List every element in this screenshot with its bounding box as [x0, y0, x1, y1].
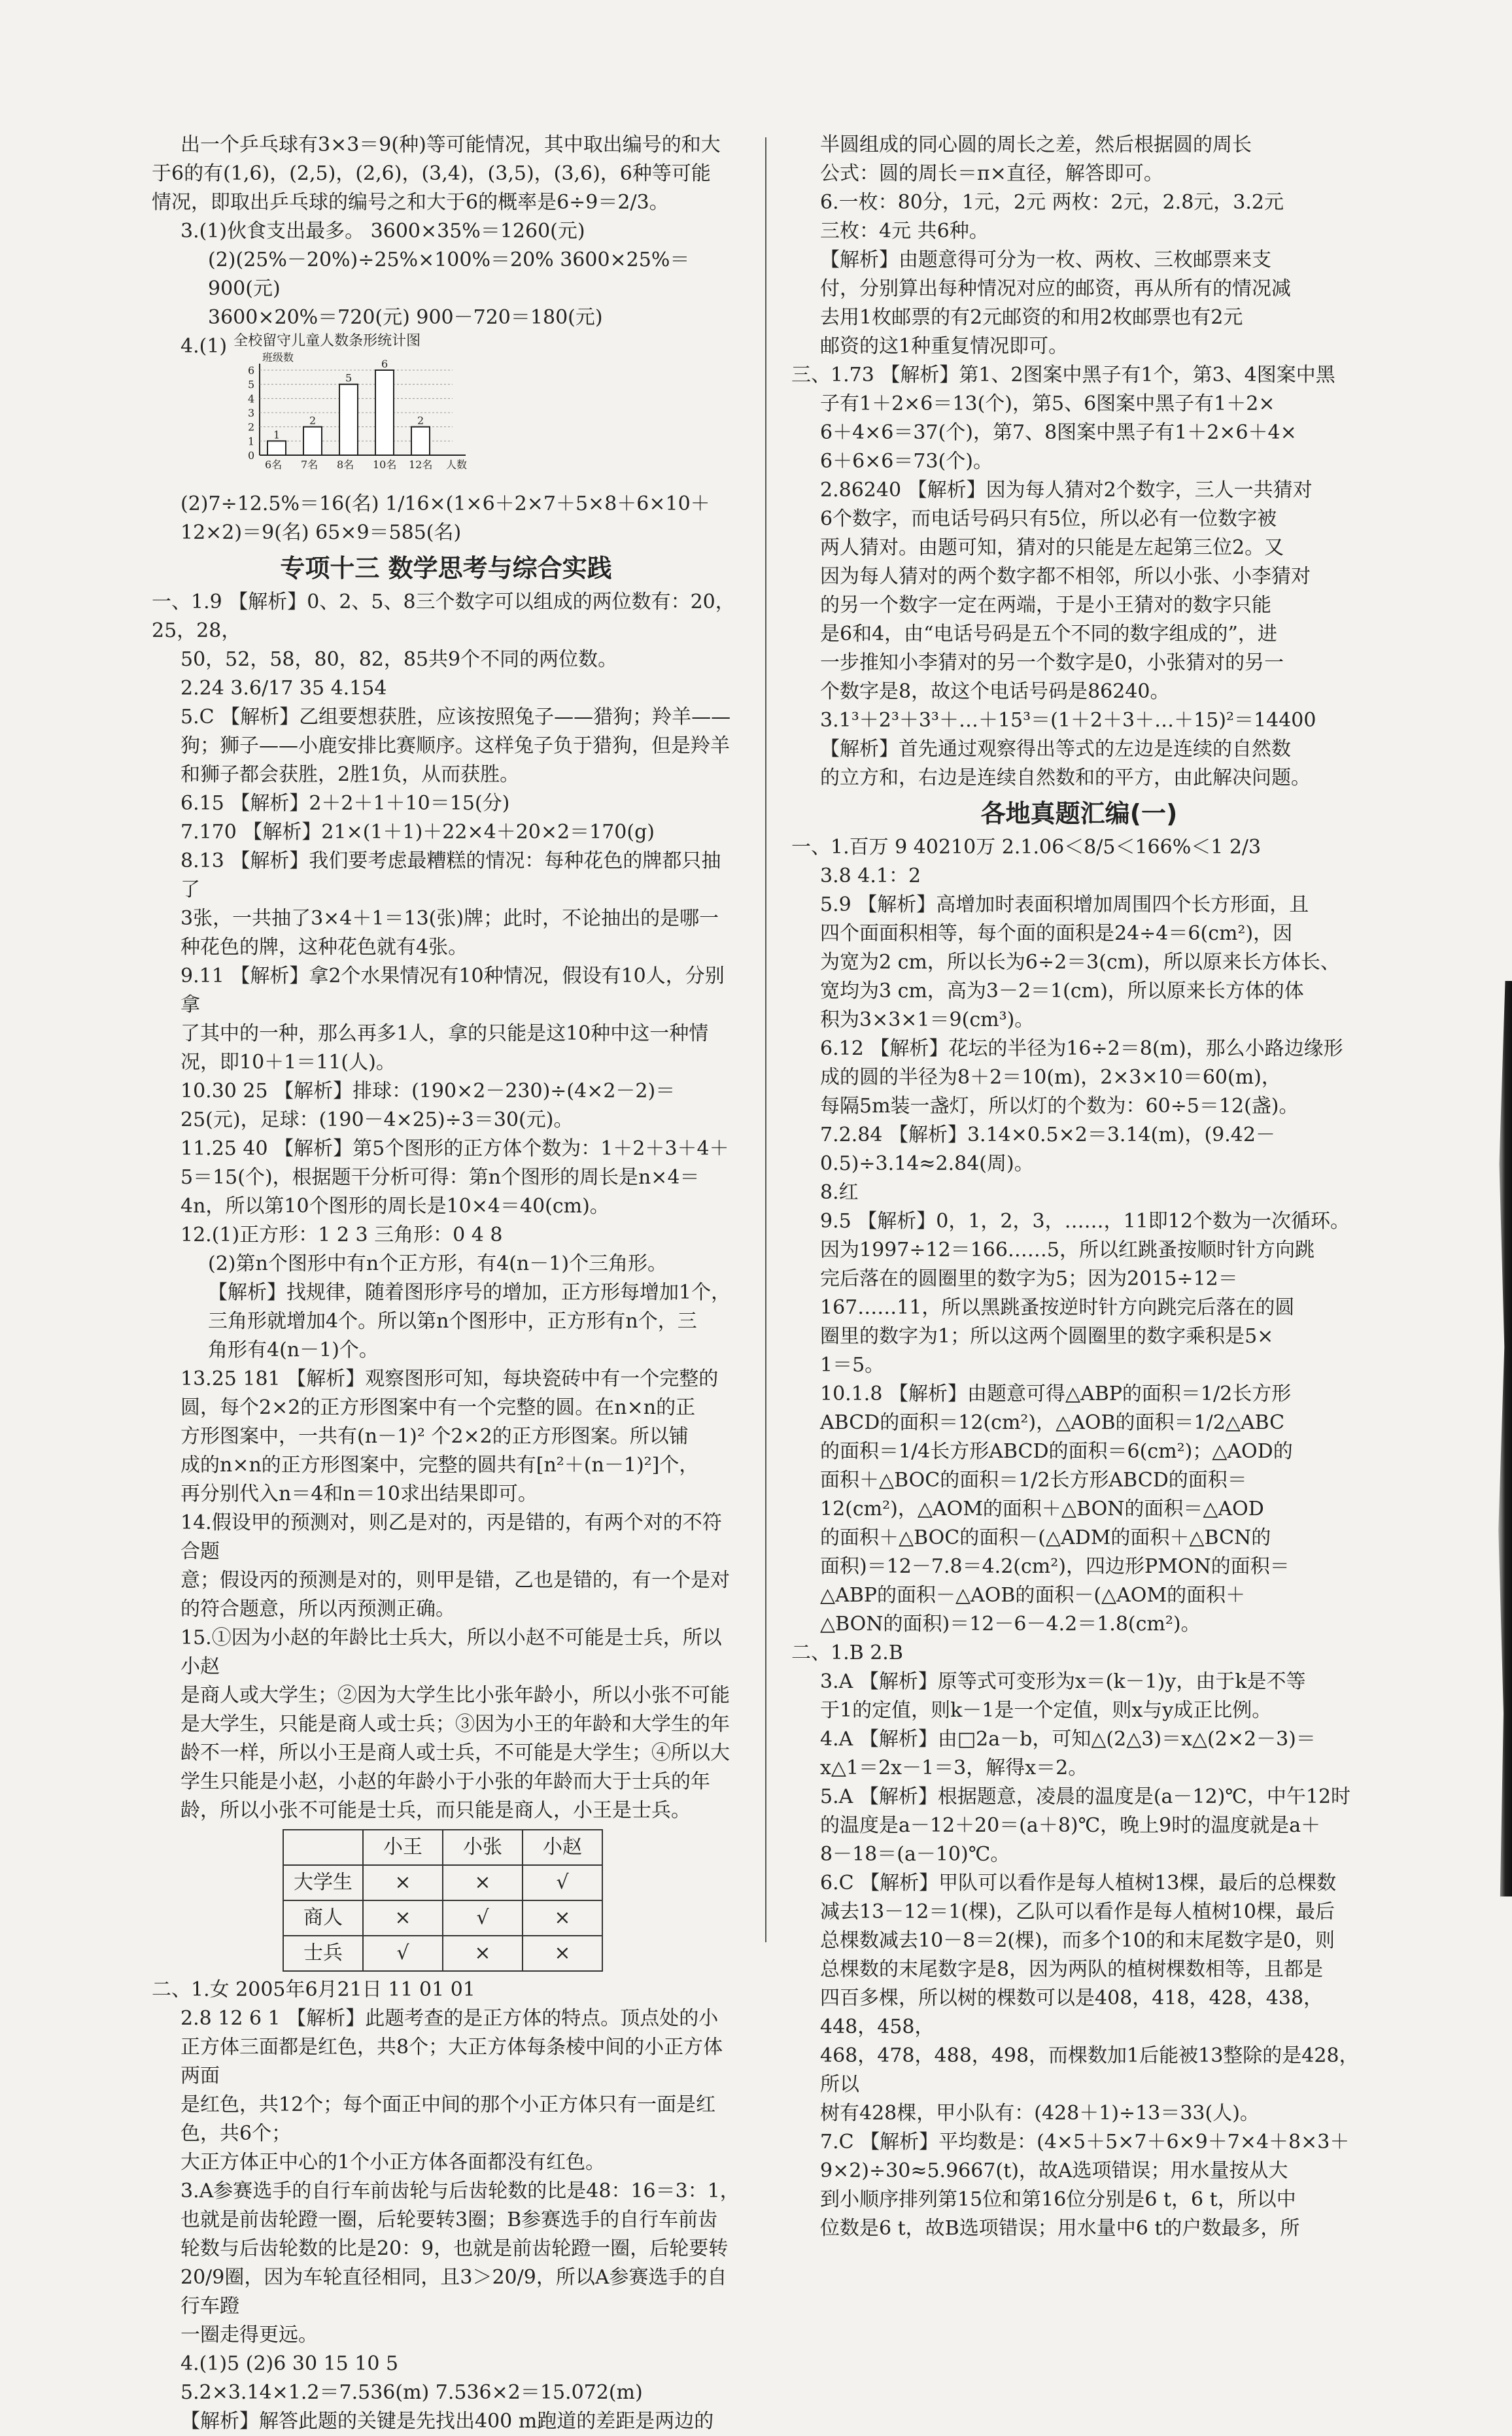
text-line: 龄，所以小张不可能是士兵，而只能是商人，小王是士兵。	[180, 1799, 691, 1822]
text-line: 3.A参赛选手的自行车前齿轮与后齿轮数的比是48：16＝3：1，	[180, 2180, 740, 2203]
text-line: 3600×20%＝720(元) 900－720＝180(元)	[208, 306, 603, 329]
table-cell: √	[443, 1900, 523, 1936]
text-line: 15.①因为小赵的年龄比士兵大，所以小赵不可能是士兵，所以小赵	[180, 1626, 722, 1678]
text-line: 12×2)＝9(名) 65×9＝585(名)	[180, 521, 462, 544]
text-line: 大正方体正中心的1个小正方体各面都没有红色。	[180, 2151, 606, 2174]
table-header-cell: 小张	[443, 1830, 523, 1865]
text-line: 14.假设甲的预测对，则乙是对的，丙是错的，有两个对的不符合题	[180, 1511, 722, 1563]
bar-chart	[233, 351, 495, 481]
text-line: 圈里的数字为1；所以这两个圆圈里的数字乘积是5×	[820, 1325, 1274, 1348]
text-line: 12(cm²)，△AOM的面积＋△BON的面积＝△AOD	[820, 1498, 1264, 1520]
text-line: 50，52，58，80，82，85共9个不同的两位数。	[180, 648, 618, 671]
y-tick-label: 4	[248, 392, 255, 405]
text-line: 于6的有(1,6)，(2,5)，(2,6)，(3,4)，(3,5)，(3,6)，6种等可能	[152, 162, 711, 185]
chart-title: 全校留守儿童人数条形统计图	[233, 333, 421, 349]
text-line: 6＋4×6＝37(个)，第7、8图案中黑子有1＋2×6＋4×	[820, 421, 1297, 444]
text-line: 是商人或大学生；②因为大学生比小张年龄小，所以小张不可能	[180, 1684, 730, 1707]
chart-block	[233, 332, 495, 490]
text-line: 1＝5。	[820, 1354, 885, 1377]
bar	[303, 427, 322, 455]
bar-value-label: 2	[417, 414, 424, 427]
y-tick-label: 3	[248, 407, 255, 419]
text-line: 种花色的牌，这种花色就有4张。	[180, 936, 468, 959]
text-line: (2)第n个图形中有n个正方形，有4(n－1)个三角形。	[208, 1252, 668, 1275]
table-cell: 士兵	[283, 1936, 363, 1971]
text-line: 意；假设丙的预测是对的，则甲是错，乙也是错的，有一个是对	[180, 1569, 730, 1592]
text-line: 二、1.B 2.B	[791, 1641, 903, 1664]
text-line: 6.15 【解析】2＋2＋1＋10＝15(分)	[180, 792, 510, 815]
text-line: 两人猜对。由题可知，猜对的只能是左起第三位2。又	[820, 536, 1284, 559]
text-line: 公式：圆的周长＝π×直径，解答即可。	[820, 162, 1163, 185]
text-line: 8－18＝(a－10)℃。	[820, 1843, 1010, 1866]
text-line: 5.A 【解析】根据题意，凌晨的温度是(a－12)℃，中午12时	[820, 1785, 1351, 1808]
text-line: 【解析】由题意得可分为一枚、两枚、三枚邮票来支	[820, 249, 1271, 271]
answer-table	[283, 1829, 603, 1972]
text-line: 是红色，共12个；每个面正中间的那个小正方体只有一面是红色，共6个；	[180, 2093, 716, 2145]
table-cell: 商人	[283, 1900, 363, 1936]
table-cell: √	[363, 1936, 443, 1971]
text-line: 为宽为2 cm，所以长为6÷2＝3(cm)，所以原来长方体长、	[820, 951, 1340, 974]
text-line: 一步推知小李猜对的另一个数字是0，小张猜对的另一	[820, 651, 1284, 674]
text-line: 10.30 25 【解析】排球：(190×2－230)÷(4×2－2)＝	[180, 1080, 676, 1103]
right-column	[791, 131, 1367, 2243]
text-line: 去用1枚邮票的有2元邮资的和用2枚邮票也有2元	[820, 306, 1243, 329]
text-line: 11.25 40 【解析】第5个图形的正方体个数为：1＋2＋3＋4＋	[180, 1137, 729, 1160]
text-line: 四百多棵，所以树的棵数可以是408，418，428，438，448，458，	[820, 1987, 1324, 2038]
y-tick-label: 2	[248, 420, 255, 434]
text-line: 4n，所以第10个图形的周长是10×4＝40(cm)。	[180, 1195, 610, 1218]
text-line: 25(元)，足球：(190－4×25)÷3＝30(元)。	[180, 1108, 574, 1131]
text-line: 总棵数减去10－8＝2(棵)，而多个10的和末尾数字是0，则	[820, 1929, 1335, 1952]
text-line: 减去13－12＝1(棵)，乙队可以看作是每人植树10棵，最后	[820, 1900, 1335, 1923]
text-line: △BON的面积)＝12－6－4.2＝1.8(cm²)。	[820, 1613, 1201, 1636]
y-axis-label: 班级数	[262, 351, 294, 364]
text-line: 4.(1)5 (2)6 30 15 10 5	[180, 2352, 399, 2375]
text-line: 是大学生，只能是商人或士兵；③因为小王的年龄和大学生的年	[180, 1713, 730, 1736]
text-line: △ABP的面积－△AOB的面积－(△AOM的面积＋	[820, 1584, 1246, 1607]
bar-value-label: 6	[381, 358, 388, 370]
text-line: 12.(1)正方形：1 2 3 三角形：0 4 8	[180, 1224, 503, 1246]
text-line: 13.25 181 【解析】观察图形可知，每块瓷砖中有一个完整的	[180, 1367, 719, 1390]
text-line: 8.13 【解析】我们要考虑最糟糕的情况：每种花色的牌都只抽了	[180, 849, 721, 901]
x-tick-label: 8名	[337, 458, 354, 471]
text-line: 了其中的一种，那么再多1人，拿的只能是这10种中这一种情	[180, 1022, 709, 1045]
text-line: 2.8 12 6 1 【解析】此题考查的是正方体的特点。顶点处的小	[180, 2007, 719, 2030]
column-divider	[765, 137, 766, 1942]
text-line: 学生只能是小赵，小赵的年龄小于小张的年龄而大于士兵的年	[180, 1770, 710, 1793]
text-line: 3.1³＋2³＋3³＋…＋15³＝(1＋2＋3＋…＋15)²＝14400	[820, 709, 1316, 732]
text-line: 于1的定值，则k－1是一个定值，则x与y成正比例。	[820, 1699, 1272, 1722]
bar	[411, 427, 430, 455]
text-line: 的面积＋△BOC的面积－(△ADM的面积＋△BCN的	[820, 1526, 1271, 1549]
text-line: 5.9 【解析】高增加时表面积增加周围四个长方形面，且	[820, 893, 1309, 916]
text-line: 6个数字，而电话号码只有5位，所以必有一位数字被	[820, 507, 1277, 530]
x-tick-label: 12名	[409, 458, 433, 471]
text-line: 因为每人猜对的两个数字都不相邻，所以小张、小李猜对	[820, 565, 1311, 588]
table-cell: ×	[363, 1900, 443, 1936]
text-line: 【解析】首先通过观察得出等式的左边是连续的自然数	[820, 738, 1291, 761]
q4-row	[152, 332, 740, 490]
y-tick-label: 0	[248, 449, 255, 462]
text-line: 468，478，488，498，而棵数加1后能被13整除的是428，所以	[820, 2044, 1359, 2096]
text-line: 轮数与后齿轮数的比是20：9，也就是前齿轮蹬一圈，后轮要转	[180, 2237, 729, 2260]
table-row	[283, 1936, 602, 1971]
text-line: 况，即10＋1＝11(人)。	[180, 1051, 396, 1074]
text-line: (2)(25%－20%)÷25%×100%＝20% 3600×25%＝900(元)	[208, 249, 690, 300]
text-line: 6.12 【解析】花坛的半径为16÷2＝8(m)，那么小路边缘形	[820, 1037, 1343, 1060]
text-line: 4.(1)	[180, 335, 228, 358]
text-line: 7.170 【解析】21×(1＋1)＋22×4＋20×2＝170(g)	[180, 821, 655, 844]
y-tick-label: 6	[248, 364, 255, 377]
text-line: 10.1.8 【解析】由题意可得△ABP的面积＝1/2长方形	[820, 1382, 1292, 1405]
text-line: 半圆组成的同心圆的周长之差，然后根据圆的周长	[820, 133, 1252, 156]
text-line: (2)7÷12.5%＝16(名) 1/16×(1×6＋2×7＋5×8＋6×10＋	[180, 492, 710, 515]
table-cell: ×	[443, 1936, 523, 1971]
bar	[267, 441, 286, 455]
text-line: 狗；狮子——小鹿安排比赛顺序。这样兔子负于猎狗，但是羚羊	[180, 734, 730, 757]
text-line: 三枚：4元 共6种。	[820, 220, 989, 243]
text-line: 【解析】找规律，随着图形序号的增加，正方形每增加1个，	[208, 1281, 731, 1304]
table-cell: ×	[363, 1865, 443, 1900]
text-line: 9.5 【解析】0，1，2，3，……，11即12个数为一次循环。	[820, 1210, 1350, 1233]
table-cell: ×	[523, 1936, 602, 1971]
table-header-cell: 小赵	[523, 1830, 602, 1865]
text-line: 邮资的这1种重复情况即可。	[820, 335, 1069, 358]
table-header-cell: 小王	[363, 1830, 443, 1865]
text-line: 3张，一共抽了3×4＋1＝13(张)牌；此时，不论抽出的是哪一	[180, 907, 719, 930]
x-tick-label: 6名	[265, 458, 283, 471]
text-line: 圆，每个2×2的正方形图案中有一个完整的圆。在n×n的正	[180, 1396, 696, 1419]
table-row	[283, 1865, 602, 1900]
left-column	[152, 131, 740, 2436]
text-line: 7.C 【解析】平均数是：(4×5＋5×7＋6×9＋7×4＋8×3＋	[820, 2131, 1350, 2153]
text-line: 一圈走得更远。	[180, 2324, 318, 2346]
text-line: 因为1997÷12＝166……5，所以红跳蚤按顺时针方向跳	[820, 1239, 1315, 1261]
x-tick-label: 10名	[373, 458, 397, 471]
y-tick-label: 1	[248, 435, 255, 448]
bar-value-label: 5	[345, 371, 352, 385]
text-line: 167……11，所以黑跳蚤按逆时针方向跳完后落在的圆	[820, 1296, 1295, 1319]
text-line: 角形有4(n－1)个。	[208, 1339, 379, 1362]
text-line: 正方体三面都是红色，共8个；大正方体每条棱中间的小正方体两面	[180, 2036, 723, 2087]
text-line: 子有1＋2×6＝13(个)，第5、6图案中黑子有1＋2×	[820, 392, 1275, 415]
text-line: 5.C 【解析】乙组要想获胜，应该按照兔子——猎狗；羚羊——	[180, 706, 731, 729]
text-line: 三角形就增加4个。所以第n个图形中，正方形有n个，三	[208, 1310, 697, 1333]
text-line: 是6和4，由“电话号码是五个不同的数字组成的”，进	[820, 623, 1277, 645]
text-line: 积为3×3×1＝9(cm³)。	[820, 1008, 1035, 1031]
text-line: 的符合题意，所以丙预测正确。	[180, 1598, 455, 1621]
text-line: 2.86240 【解析】因为每人猜对2个数字，三人一共猜对	[820, 479, 1313, 502]
text-line: 【解析】解答此题的关键是先找出400 m跑道的差距是两边的	[180, 2410, 714, 2433]
section-heading: 专项十三 数学思考与综合实践	[280, 554, 612, 583]
text-line: 的面积＝1/4长方形ABCD的面积＝6(cm²)；△AOD的	[820, 1440, 1293, 1463]
text-line: 6.C 【解析】甲队可以看作是每人植树13棵，最后的总棵数	[820, 1872, 1337, 1895]
bar	[375, 370, 394, 455]
text-line: 2.24 3.6/17 35 4.154	[180, 677, 387, 700]
text-line: 方形图案中，一共有(n－1)² 个2×2的正方形图案。所以铺	[180, 1425, 689, 1448]
x-axis-label: 人数	[446, 458, 468, 471]
text-line: 9×2)÷30≈5.9667(t)，故A选项错误；用水量按从大	[820, 2159, 1288, 2182]
text-line: 位数是6 t，故B选项错误；用水量中6 t的户数最多，所	[820, 2217, 1300, 2240]
table-header-row	[283, 1830, 602, 1865]
torn-page-edge	[1495, 981, 1512, 1896]
text-line: 到小顺序排列第15位和第16位分别是6 t，6 t，所以中	[820, 2188, 1296, 2211]
bar-value-label: 1	[273, 428, 281, 441]
text-line: 的立方和，右边是连续自然数和的平方，由此解决问题。	[820, 766, 1311, 789]
text-line: 完后落在的圆圈里的数字为5；因为2015÷12＝	[820, 1267, 1238, 1290]
x-tick-label: 7名	[301, 458, 318, 471]
text-line: 0.5)÷3.14≈2.84(周)。	[820, 1152, 1034, 1175]
text-line: 一、1.百万 9 40210万 2.1.06＜8/5＜166%＜1 2/3	[791, 836, 1262, 859]
text-line: 出一个乒乓球有3×3＝9(种)等可能情况，其中取出编号的和大	[180, 133, 721, 156]
text-line: 总棵数的末尾数字是8，因为两队的植树棵数相等，且都是	[820, 1958, 1324, 1981]
text-line: 3.A 【解析】原等式可变形为x＝(k－1)y，由于k是不等	[820, 1670, 1306, 1693]
text-line: 宽均为3 cm，高为3－2＝1(cm)，所以原来长方体的体	[820, 980, 1304, 1003]
text-line: 一、1.9 【解析】0、2、5、8三个数字可以组成的两位数有：20，25，28，	[152, 591, 735, 642]
text-line: 每隔5m装一盏灯，所以灯的个数为：60÷5＝12(盏)。	[820, 1095, 1299, 1118]
section-heading: 各地真题汇编(一)	[980, 799, 1178, 828]
table-row	[283, 1900, 602, 1936]
text-line: 也就是前齿轮蹬一圈，后轮要转3圈；B参赛选手的自行车前齿	[180, 2208, 718, 2231]
text-line: 5.2×3.14×1.2＝7.536(m) 7.536×2＝15.072(m)	[180, 2381, 643, 2404]
text-line: 4.A 【解析】由□2a－b，可知△(2△3)＝x△(2×2－3)＝	[820, 1728, 1316, 1751]
bar-value-label: 2	[309, 414, 317, 427]
text-line: ABCD的面积＝12(cm²)，△AOB的面积＝1/2△ABC	[820, 1411, 1285, 1434]
text-line: 6.一枚：80分，1元，2元 两枚：2元，2.8元，3.2元	[820, 191, 1284, 214]
text-line: 3.(1)伙食支出最多。 3600×35%＝1260(元)	[180, 220, 585, 243]
text-line: 三、1.73 【解析】第1、2图案中黑子有1个，第3、4图案中黑	[791, 364, 1335, 386]
text-line: 付，分别算出每种情况对应的邮资，再从所有的情况减	[820, 277, 1291, 300]
text-line: 7.2.84 【解析】3.14×0.5×2＝3.14(m)，(9.42－	[820, 1124, 1275, 1146]
text-line: x△1＝2x－1＝3，解得x＝2。	[820, 1757, 1088, 1779]
text-line: 9.11 【解析】拿2个水果情况有10种情况，假设有10人，分别拿	[180, 965, 725, 1016]
text-line: 成的n×n的正方形图案中，完整的圆共有[n²＋(n－1)²]个，	[180, 1454, 699, 1477]
text-line: 再分别代入n＝4和n＝10求出结果即可。	[180, 1483, 538, 1505]
text-line: 四个面面积相等，每个面的面积是24÷4＝6(cm²)，因	[820, 922, 1293, 945]
text-line: 的另一个数字一定在两端，于是小王猜对的数字只能	[820, 594, 1271, 617]
text-line: 面积＋△BOC的面积＝1/2长方形ABCD的面积＝	[820, 1469, 1247, 1492]
text-line: 20/9圈，因为车轮直径相同，且3＞20/9，所以A参赛选手的自行车蹬	[180, 2266, 727, 2318]
bar	[339, 385, 358, 455]
text-line: 3.8 4.1：2	[820, 865, 921, 887]
text-line: 面积)＝12－7.8＝4.2(cm²)，四边形PMON的面积＝	[820, 1555, 1290, 1578]
text-line: 成的圆的半径为8＋2＝10(m)，2×3×10＝60(m)，	[820, 1066, 1281, 1089]
y-tick-label: 5	[248, 378, 255, 391]
text-line: 6＋6×6＝73(个)。	[820, 450, 993, 473]
text-line: 情况，即取出乒乓球的编号之和大于6的概率是6÷9＝2/3。	[152, 191, 669, 214]
text-line: 8.红	[820, 1181, 859, 1204]
text-line: 树有428棵，甲小队有：(428＋1)÷13＝33(人)。	[820, 2102, 1260, 2125]
text-line: 5＝15(个)，根据题干分析可得：第n个图形的周长是n×4＝	[180, 1166, 700, 1189]
text-line: 个数字是8，故这个电话号码是86240。	[820, 680, 1170, 703]
text-line: 的温度是a－12＋20＝(a＋8)℃，晚上9时的温度就是a＋	[820, 1814, 1321, 1837]
table-cell: ×	[523, 1900, 602, 1936]
table-cell: √	[523, 1865, 602, 1900]
text-line: 龄不一样，所以小王是商人或士兵，不可能是大学生；④所以大	[180, 1741, 730, 1764]
table-cell: 大学生	[283, 1865, 363, 1900]
table-header-cell	[283, 1830, 363, 1865]
text-line: 和狮子都会获胜，2胜1负，从而获胜。	[180, 763, 520, 786]
text-line: 二、1.女 2005年6月21日 11 01 01	[152, 1978, 475, 2001]
table-cell: ×	[443, 1865, 523, 1900]
